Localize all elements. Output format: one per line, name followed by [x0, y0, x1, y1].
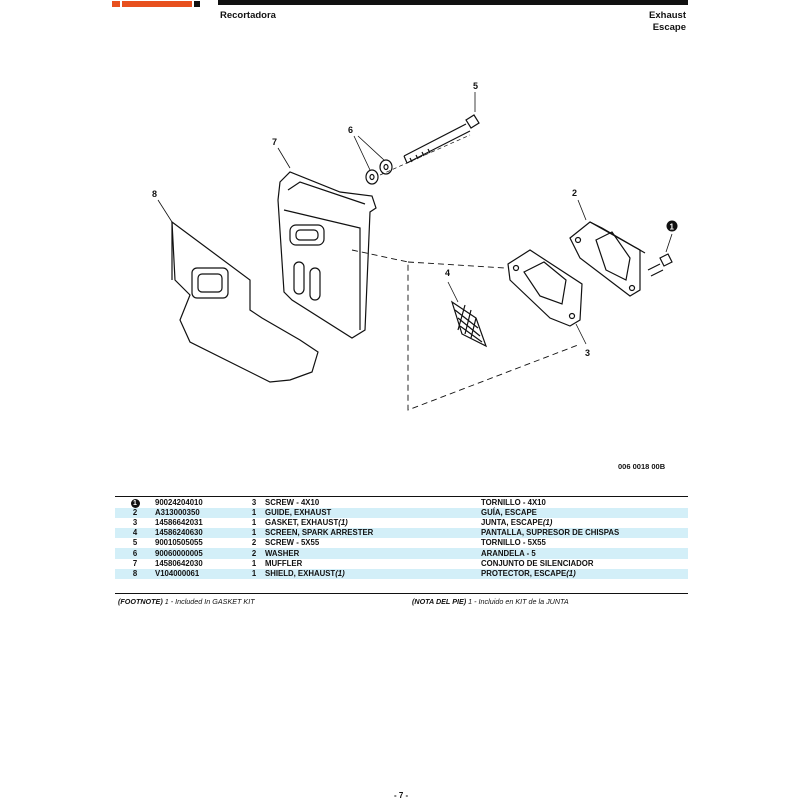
part-number-cell: [153, 548, 243, 558]
figure-code: 006 0018 00B: [618, 462, 666, 471]
table-row: [115, 548, 688, 558]
quantity-cell: [243, 528, 263, 538]
ref-cell-text: 2: [132, 508, 138, 518]
quantity-cell: [243, 569, 263, 579]
part-number-cell-text: 14580642030: [155, 558, 203, 568]
description-english-cell: [263, 538, 479, 548]
callout-6: 6: [348, 125, 354, 135]
description-english-cell-text: SHIELD, EXHAUST: [265, 568, 336, 578]
part-number-cell-text: V104000061: [155, 568, 200, 578]
quantity-cell-text: 2: [251, 538, 257, 548]
footnote-spanish: [412, 597, 569, 606]
footnote-spanish-text: 1 - Incluido en KIT de la JUNTA: [468, 597, 569, 606]
table-row: [115, 508, 688, 518]
short-screw: [648, 254, 672, 276]
quantity-cell: [243, 508, 263, 518]
footnote-english-label: (FOOTNOTE): [118, 597, 163, 606]
footnote-marker: (1): [566, 568, 576, 578]
quantity-cell-text: 1: [251, 508, 257, 518]
ref-cell: [115, 528, 153, 538]
part-number-cell-text: 90010505055: [155, 538, 203, 548]
part-number-cell-text: 14586240630: [155, 528, 203, 538]
callout-7: 7: [272, 137, 278, 147]
page-number: - 7 -: [394, 791, 409, 800]
description-spanish-cell-text: TORNILLO - 4X10: [481, 498, 546, 508]
quantity-cell-text: 2: [251, 548, 257, 558]
part-number-cell: [153, 559, 243, 569]
callout-5: 5: [473, 81, 479, 91]
table-bottom-rule: [115, 593, 688, 594]
description-spanish-cell: [479, 518, 688, 528]
description-english-cell: [263, 518, 479, 528]
description-english-cell-text: GUIDE, EXHAUST: [265, 508, 332, 518]
callout-3: 3: [585, 348, 591, 358]
callout-8: 8: [152, 189, 158, 199]
description-english-cell: [263, 548, 479, 558]
footnote-english-text: 1 - Included In GASKET KIT: [164, 597, 255, 606]
footnote-spanish-label: (NOTA DEL PIE): [412, 597, 467, 606]
ref-cell: [115, 508, 153, 518]
description-english-cell: [263, 559, 479, 569]
quantity-cell: [243, 538, 263, 548]
description-spanish-cell-text: PANTALLA, SUPRESOR DE CHISPAS: [481, 528, 620, 538]
description-spanish-cell-text: ARANDELA - 5: [481, 548, 536, 558]
description-spanish-cell: [479, 569, 688, 579]
description-english-cell-text: SCREEN, SPARK ARRESTER: [265, 528, 374, 538]
description-spanish-cell: [479, 528, 688, 538]
section-title-spanish-right: Escape: [652, 22, 686, 33]
ref-cell: [115, 569, 153, 579]
ref-cell: [115, 498, 153, 508]
description-spanish-cell: [479, 498, 688, 508]
quantity-cell-text: 1: [251, 568, 257, 578]
part-number-cell: [153, 498, 243, 508]
description-spanish-cell: [479, 548, 688, 558]
exhaust-gasket: [508, 250, 582, 326]
table-row: [115, 559, 688, 569]
description-english-cell: [263, 569, 479, 579]
ref-cell-text: 8: [132, 568, 138, 578]
table-row: [115, 538, 688, 548]
part-number-cell: [153, 538, 243, 548]
exhaust-guide: [570, 222, 645, 296]
ref-cell: [115, 518, 153, 528]
table-row: [115, 528, 688, 538]
table-top-rule: [115, 496, 688, 497]
part-number-cell-text: 14586642031: [155, 518, 203, 528]
part-number-cell: [153, 508, 243, 518]
quantity-cell-text: 1: [251, 558, 257, 568]
section-title-spanish: Recortadora: [220, 10, 276, 21]
description-spanish-cell-text: TORNILLO - 5X55: [481, 538, 546, 548]
quantity-cell: [243, 498, 263, 508]
parts-table: [115, 498, 688, 579]
ref-cell-text: 7: [132, 558, 138, 568]
muffler: [278, 172, 376, 338]
description-english-cell-text: MUFFLER: [265, 558, 303, 568]
footnote-english: [118, 597, 255, 606]
callout-1: 1: [669, 222, 674, 232]
description-english-cell-text: SCREW - 4X10: [265, 498, 320, 508]
description-spanish-cell-text: CONJUNTO DE SILENCIADOR: [481, 558, 594, 568]
part-number-cell: [153, 528, 243, 538]
footnote-marker: (1): [338, 518, 348, 528]
ref-cell-text: 3: [132, 518, 138, 528]
description-spanish-cell: [479, 538, 688, 548]
description-english-cell: [263, 498, 479, 508]
description-spanish-cell: [479, 559, 688, 569]
quantity-cell-text: 1: [251, 518, 257, 528]
callout-4: 4: [445, 268, 451, 278]
part-number-cell-text: 90024204010: [155, 498, 203, 508]
description-spanish-cell-text: PROTECTOR, ESCAPE: [481, 568, 567, 578]
washers: [366, 160, 392, 184]
description-spanish-cell-text: JUNTA, ESCAPE: [481, 518, 543, 528]
description-english-cell: [263, 508, 479, 518]
description-spanish-cell-text: GUÍA, ESCAPE: [481, 508, 537, 518]
part-number-cell: [153, 569, 243, 579]
ref-cell: [115, 538, 153, 548]
ref-cell: [115, 559, 153, 569]
ref-cell-text: 4: [132, 528, 138, 538]
description-english-cell-text: SCREW - 5X55: [265, 538, 320, 548]
part-number-cell: [153, 518, 243, 528]
quantity-cell-text: 1: [251, 528, 257, 538]
part-number-cell-text: A313000350: [155, 508, 200, 518]
description-spanish-cell: [479, 508, 688, 518]
ref-cell: [115, 548, 153, 558]
description-english-cell-text: WASHER: [265, 548, 300, 558]
description-english-cell-text: GASKET, EXHAUST: [265, 518, 339, 528]
quantity-cell: [243, 548, 263, 558]
ref-cell-text: 6: [132, 548, 138, 558]
description-english-cell: [263, 528, 479, 538]
ref-cell-text: 5: [132, 538, 138, 548]
footnote-marker: (1): [335, 568, 345, 578]
section-title-english: Exhaust: [649, 10, 686, 21]
spark-arrester-screen: [452, 302, 486, 346]
quantity-cell-text: 3: [251, 498, 257, 508]
table-row: [115, 498, 688, 508]
table-row: [115, 569, 688, 579]
table-row: [115, 518, 688, 528]
callout-2: 2: [572, 188, 578, 198]
quantity-cell: [243, 518, 263, 528]
ref-cell-text: 1: [131, 499, 140, 508]
quantity-cell: [243, 559, 263, 569]
part-number-cell-text: 90060000005: [155, 548, 203, 558]
footnote-marker: (1): [542, 518, 553, 528]
long-screw: [404, 115, 479, 163]
